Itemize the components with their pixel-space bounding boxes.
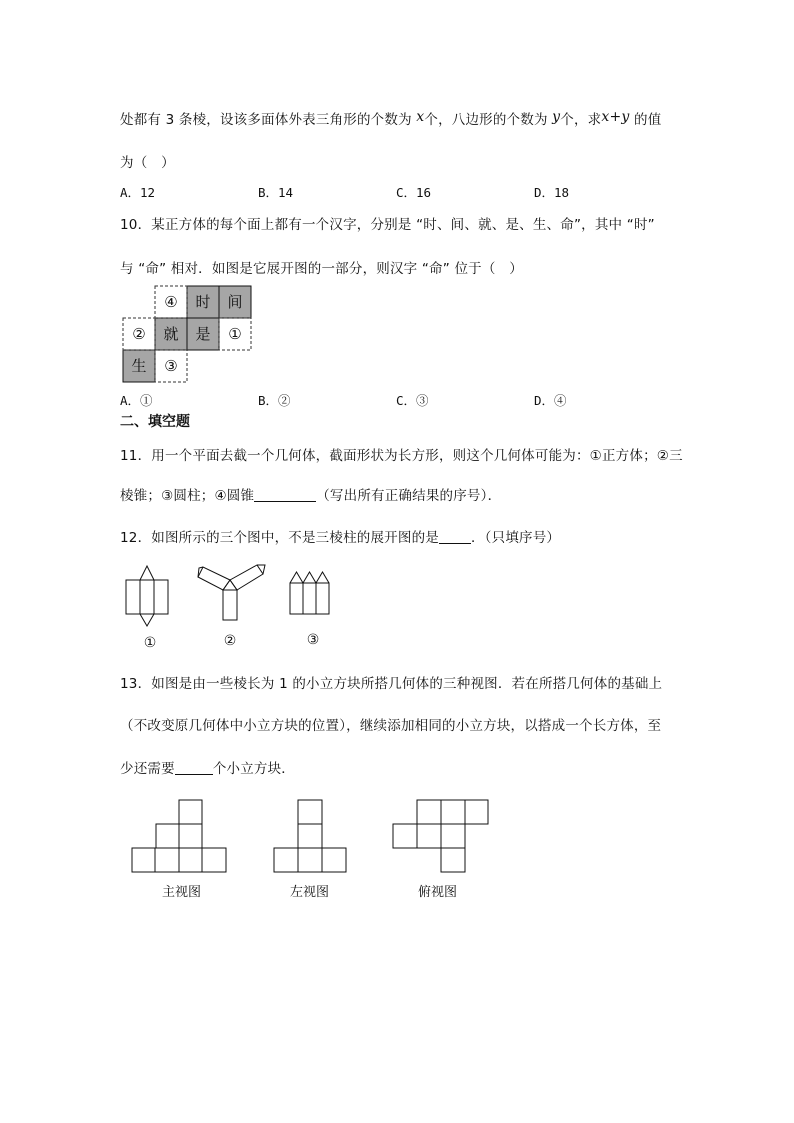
q12-line-1: [120, 526, 560, 546]
q9-expression: x+y: [601, 109, 630, 125]
q13-left-view-label: 左视图: [290, 885, 330, 900]
q9-choice-d[interactable]: D．18: [534, 185, 570, 200]
q12-text-b: ．（只填序号）: [470, 530, 561, 546]
q10-choice-b[interactable]: B．②: [258, 393, 291, 408]
q12-label-1: ①: [143, 635, 157, 651]
q13-top-view: [393, 800, 488, 872]
q10-label-2: ②: [132, 325, 146, 343]
q10-net-figure: [120, 285, 260, 387]
q9-line-2: 为（ ）: [120, 155, 175, 171]
q10-label-jiu: 就: [163, 325, 179, 343]
q10-choice-d[interactable]: D．④: [534, 393, 567, 408]
q13-front-view: [132, 800, 226, 872]
q10-choice-c[interactable]: C．③: [396, 393, 429, 408]
q13-front-view-label: 主视图: [162, 885, 202, 900]
q9-text-b: 个，八边形的个数为: [424, 112, 553, 128]
q10-label-1: ①: [228, 325, 242, 343]
q13-top-view-label: 俯视图: [418, 885, 458, 900]
q13-line-2: （不改变原几何体中小立方块的位置），继续添加相同的小立方块，以搭成一个长方体，至: [120, 718, 662, 734]
q10-line-1: 10．某正方体的每个面上都有一个汉字，分别是 “时、间、就、是、生、命”，其中 “时”: [120, 217, 655, 233]
q10-choice-a[interactable]: A．①: [120, 393, 153, 408]
q9-text-c: 个，求: [560, 112, 602, 128]
q13-line-3: [120, 757, 295, 777]
q10-label-3: ③: [164, 357, 178, 375]
q12-label-3: ③: [306, 632, 320, 648]
q10-label-sheng: 生: [131, 357, 147, 375]
q9-var-y: y: [552, 109, 561, 125]
q11-answer-blank[interactable]: [254, 488, 316, 502]
q10-label-jian: 间: [227, 293, 243, 311]
q9-choice-b[interactable]: B．14: [258, 185, 294, 200]
q11-line-2: [120, 484, 501, 504]
q12-label-2: ②: [223, 633, 237, 649]
q12-text-a: 12．如图所示的三个图中，不是三棱柱的展开图的是: [120, 530, 439, 546]
q10-label-shi2: 是: [195, 325, 211, 343]
q9-var-x: x: [416, 109, 425, 125]
q11-text-b: （写出所有正确结果的序号）．: [316, 488, 502, 504]
q13-answer-blank[interactable]: [175, 761, 213, 775]
q13-text-b: 个小立方块．: [212, 761, 296, 777]
q11-text-a: 棱锥；③圆柱；④圆锥: [120, 488, 255, 504]
q9-choice-c[interactable]: C．16: [396, 185, 432, 200]
q9-line-1: [120, 108, 661, 128]
q10-line-2: 与 “命” 相对．如图是它展开图的一部分，则汉字 “命” 位于（ ）: [120, 261, 523, 277]
q12-answer-blank[interactable]: [439, 530, 471, 544]
q9-choice-a[interactable]: A．12: [120, 185, 156, 200]
q9-text-a: 处都有 3 条棱，设该多面体外表三角形的个数为: [120, 112, 417, 128]
q13-left-view: [274, 800, 346, 872]
q13-text-a: 少还需要: [120, 761, 175, 777]
q10-label-shi: 时: [195, 293, 211, 311]
q10-label-4: ④: [164, 293, 178, 311]
section-title-fill-in: 二、填空题: [120, 414, 190, 430]
q13-three-views: [128, 796, 498, 876]
q12-figure-1: [126, 566, 168, 626]
q12-figures: [118, 560, 348, 652]
q12-figure-2: [198, 565, 265, 620]
q12-figure-3: [290, 572, 329, 614]
q11-line-1: 11．用一个平面去截一个几何体，截面形状为长方形，则这个几何体可能为：①正方体；②三: [120, 448, 683, 464]
q13-line-1: 13．如图是由一些棱长为 1 的小立方块所搭几何体的三种视图．若在所搭几何体的基础上: [120, 676, 663, 692]
q9-text-d: 的值: [629, 112, 662, 128]
